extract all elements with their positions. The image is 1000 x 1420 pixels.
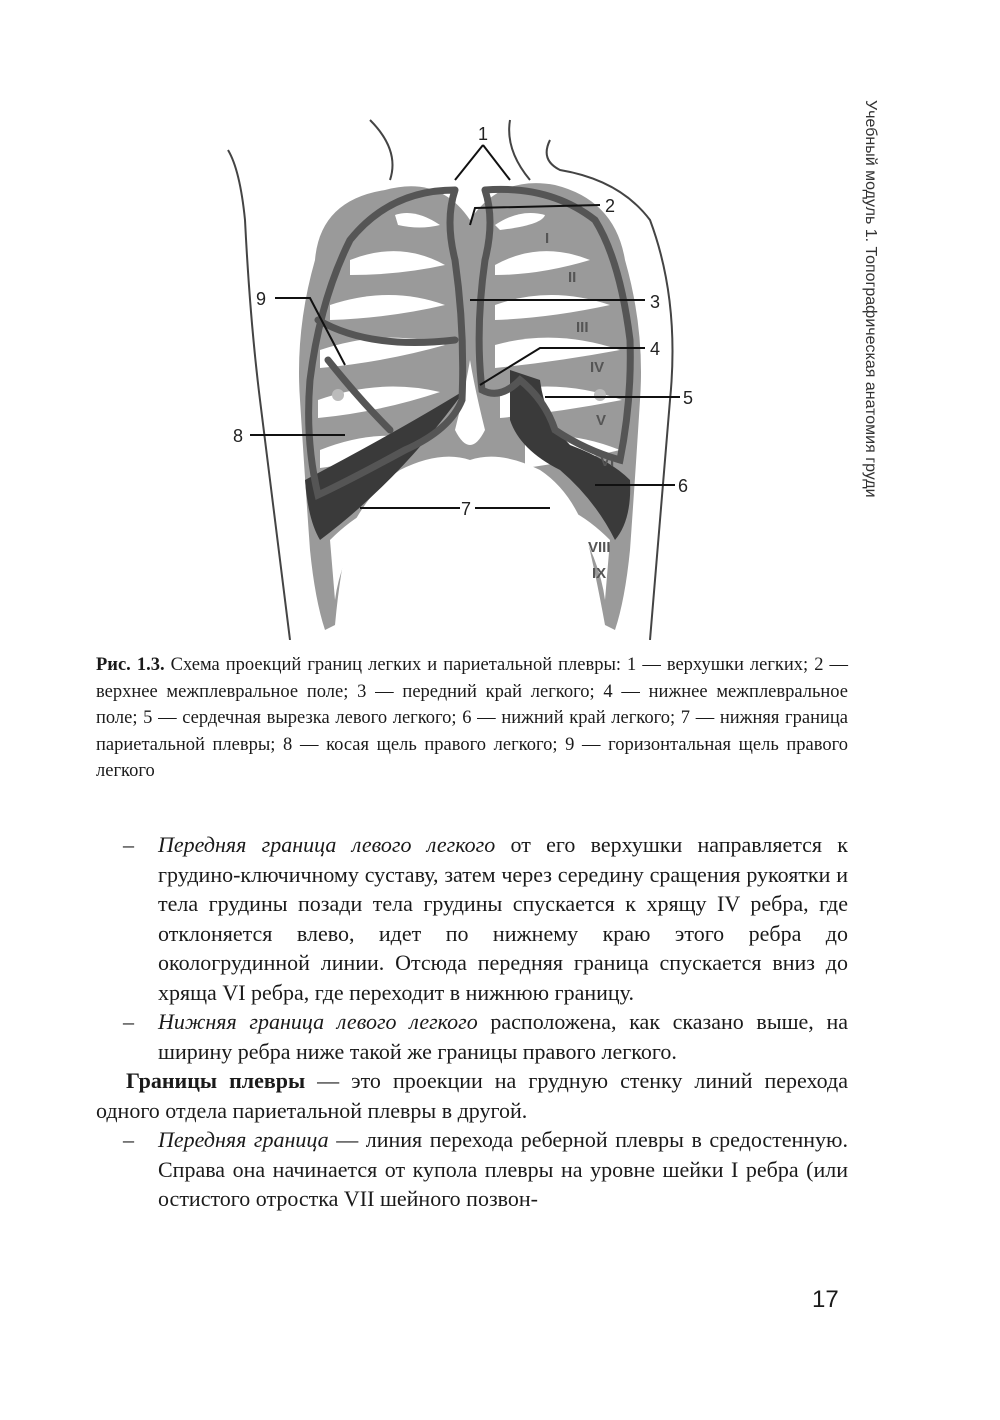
caption-text: Схема проекций границ легких и париетальной плевры: 1 — верхушки легких; 2 — верхнее межплевральное поле; 3 — передний край легкого; 4 — нижнее межплевральное поле; 5 — сердечная вырезка левого легкого; 6 — нижний край легкого; 7 — нижняя граница париетальной плевры; 8 — косая щель правого легкого; 9 — горизонтальная щель правого легкого	[96, 655, 848, 781]
rib-label-3: III	[576, 319, 589, 336]
list-item	[96, 1125, 848, 1214]
rib-label-9: IX	[592, 565, 607, 582]
label-8: 8	[233, 426, 244, 446]
page-number: 17	[812, 1286, 839, 1313]
label-6: 6	[678, 476, 689, 496]
list-item	[96, 1007, 848, 1066]
rib-label-2: II	[568, 269, 577, 286]
rib-label-1: I	[545, 230, 550, 247]
label-4: 4	[650, 339, 661, 359]
list-item	[96, 830, 848, 1007]
body-text	[96, 830, 848, 1214]
list-dash: –	[123, 1127, 134, 1152]
label-7: 7	[461, 499, 472, 519]
nipple-left	[594, 389, 606, 401]
label-2: 2	[605, 196, 616, 216]
running-head-text: Учебный модуль 1. Топографическая анатомия груди	[862, 100, 879, 498]
paragraph-term: Границы плевры	[126, 1068, 306, 1093]
list-item-text: — линия перехода реберной плевры в средостенную. Справа она начинается от купола плевры на уровне шейки I ребра (или остистого отростка VII шейного позвон-	[158, 1127, 848, 1211]
list-item-term: Передняя граница левого легкого	[158, 832, 496, 857]
list-dash: –	[123, 1009, 134, 1034]
list-item-text: расположена, как сказано выше, на ширину ребра ниже такой же границы правого легкого.	[158, 1009, 848, 1064]
rib-label-6: VI	[600, 453, 615, 470]
paragraph-text: — это проекции на грудную стенку линий перехода одного отдела париетальной плевры в другой.	[96, 1068, 848, 1123]
rib-label-8: VIII	[588, 539, 611, 556]
list-item-term: Нижняя граница левого легкого	[158, 1009, 478, 1034]
paragraph	[96, 1066, 848, 1125]
lung-pleura-figure	[200, 100, 720, 640]
label-9: 9	[256, 289, 267, 309]
rib-label-4: IV	[590, 359, 605, 376]
rib-label-5: V	[596, 412, 607, 429]
running-head	[861, 100, 891, 550]
figure-caption	[96, 652, 848, 785]
thorax-diagram	[200, 100, 720, 640]
list-item-term: Передняя граница	[158, 1127, 329, 1152]
nipple-right	[332, 389, 344, 401]
label-3: 3	[650, 292, 661, 312]
label-5: 5	[683, 388, 694, 408]
caption-label: Рис. 1.3.	[96, 655, 165, 675]
list-dash: –	[123, 832, 134, 857]
label-1: 1	[478, 124, 489, 144]
list-item-text: от его верхушки направляется к грудино-ключичному суставу, затем через середину сращения рукоятки и тела грудины позади тела грудины спускается к хрящу IV ребра, где отклоняется влево, идет по нижнему краю этого ребра до окологрудинной линии. Отсюда передняя граница спускается вниз до хряща VI ребра, где переходит в нижнюю границу.	[158, 832, 848, 1005]
